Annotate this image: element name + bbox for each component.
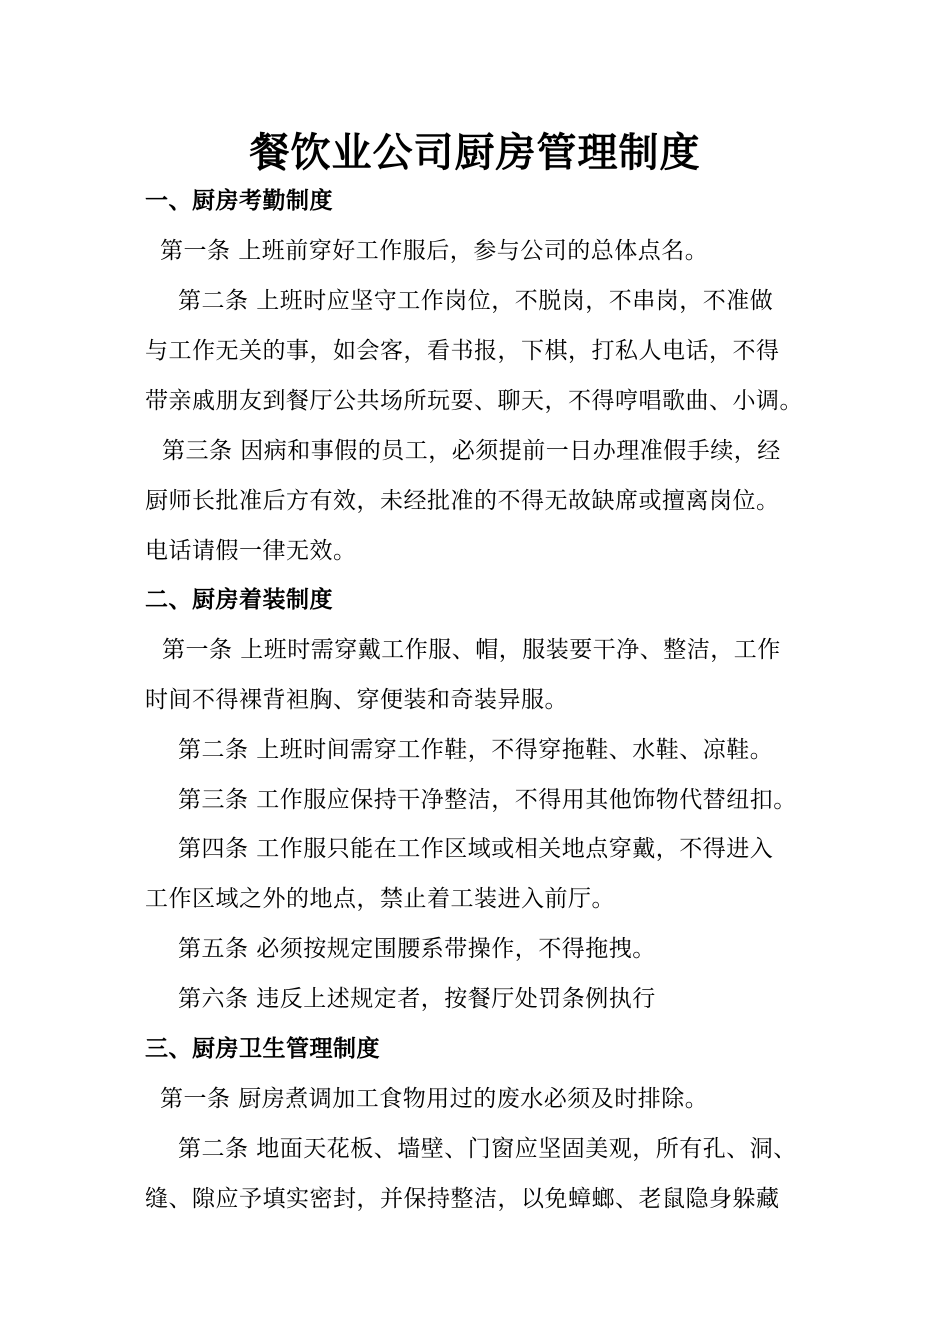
paragraph-line: 第三条 工作服应保持干净整洁，不得用其他饰物代替纽扣。 — [178, 787, 797, 813]
paragraph-line: 第三条 因病和事假的员工，必须提前一日办理准假手续，经 — [162, 438, 781, 464]
paragraph-line: 第五条 必须按规定围腰系带操作，不得拖拽。 — [178, 936, 656, 962]
paragraph-line: 电话请假一律无效。 — [145, 538, 357, 564]
paragraph-line: 与工作无关的事，如会客，看书报，下棋，打私人电话，不得 — [145, 338, 780, 364]
paragraph-line: 第一条 上班前穿好工作服后，参与公司的总体点名。 — [160, 238, 709, 264]
section-heading-dress-code: 二、厨房着装制度 — [145, 586, 333, 613]
document-title: 餐饮业公司厨房管理制度 — [249, 129, 701, 176]
paragraph-line: 第四条 工作服只能在工作区域或相关地点穿戴，不得进入 — [178, 836, 774, 862]
paragraph-line: 第二条 上班时应坚守工作岗位，不脱岗，不串岗，不准做 — [178, 288, 774, 314]
section-heading-attendance: 一、厨房考勤制度 — [145, 187, 333, 214]
section-heading-hygiene: 三、厨房卫生管理制度 — [145, 1035, 380, 1062]
paragraph-line: 第六条 违反上述规定者，按餐厅处罚条例执行 — [178, 986, 656, 1012]
paragraph-line: 缝、隙应予填实密封，并保持整洁，以免蟑螂、老鼠隐身躲藏 — [145, 1186, 780, 1212]
paragraph-line: 工作区域之外的地点，禁止着工装进入前厅。 — [145, 886, 615, 912]
paragraph-line: 带亲戚朋友到餐厅公共场所玩耍、聊天，不得哼唱歌曲、小调。 — [145, 388, 803, 414]
paragraph-line: 厨师长批准后方有效，未经批准的不得无故缺席或擅离岗位。 — [145, 488, 780, 514]
paragraph-line: 第一条 上班时需穿戴工作服、帽，服装要干净、整洁，工作 — [162, 637, 781, 663]
paragraph-line: 第一条 厨房煮调加工食物用过的废水必须及时排除。 — [160, 1086, 709, 1112]
paragraph-line: 时间不得裸背袒胸、穿便装和奇装异服。 — [145, 687, 568, 713]
paragraph-line: 第二条 上班时间需穿工作鞋，不得穿拖鞋、水鞋、凉鞋。 — [178, 737, 774, 763]
paragraph-line: 第二条 地面天花板、墙壁、门窗应坚固美观，所有孔、洞、 — [178, 1136, 797, 1162]
